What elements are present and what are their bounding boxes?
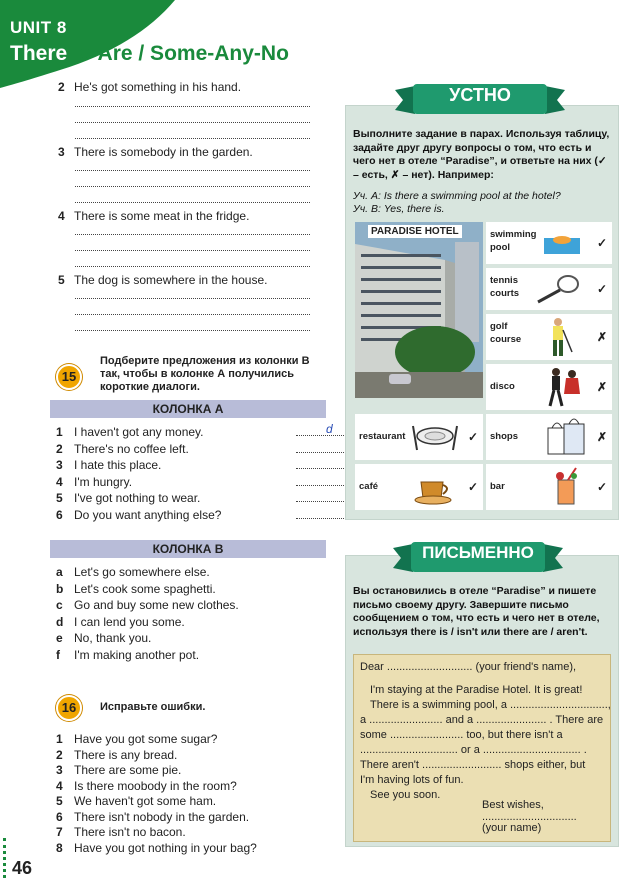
list-item: 2 There is any bread. [56, 747, 178, 762]
letter-line: I'm staying at the Paradise Hotel. It is great! [370, 684, 583, 696]
dancers-icon [544, 366, 584, 408]
facility-restaurant: restaurant ✓ [355, 414, 483, 460]
column-a-header: КОЛОНКА А [50, 400, 326, 418]
list-item: d I can lend you some. [56, 614, 185, 629]
list-item: b Let's cook some spaghetti. [56, 581, 216, 596]
page-number: 46 [12, 858, 33, 878]
facility-mark: ✗ [596, 430, 607, 444]
exercise-15-instruction: Подберите предложения из колонки В так, чтобы в колонке А получились короткие диалоги. [100, 355, 310, 393]
hotel-photo [355, 222, 483, 398]
exercise-item-3: 3 There is somebody in the garden. [58, 145, 253, 159]
list-item: 6 There isn't nobody in the garden. [56, 809, 250, 824]
list-item: 3 There are some pie. [56, 763, 182, 777]
list-item: 4 I'm hungry. [56, 474, 326, 491]
facility-mark: ✓ [467, 480, 478, 494]
exercise-item-4: 4 There is some meat in the fridge. [58, 209, 250, 223]
facility-mark: ✓ [596, 236, 607, 250]
answer-line[interactable] [75, 234, 310, 235]
facility-mark: ✓ [467, 430, 478, 444]
facility-mark: ✓ [596, 480, 607, 494]
oral-example-b: Уч. В: Yes, there is. [353, 203, 445, 215]
letter-card [353, 654, 611, 842]
golfer-icon [542, 316, 576, 358]
list-item: 8 Have you got nothing in your bag? [56, 840, 257, 855]
list-item: 1 Have you got some sugar? [56, 732, 218, 746]
answer-line[interactable] [75, 138, 310, 139]
letter-line[interactable]: There is a swimming pool, a ................................, [370, 699, 611, 711]
exercise-item-5: 5 The dog is somewhere in the house. [58, 273, 268, 287]
coffee-cup-icon [413, 470, 457, 506]
list-item: 3 I hate this place. [56, 457, 326, 474]
plate-icon [409, 422, 461, 454]
list-item: 5 We haven't got some ham. [56, 794, 217, 808]
list-item: f I'm making another pot. [56, 647, 200, 662]
letter-line[interactable]: ............................... [482, 811, 577, 823]
column-b-list [56, 564, 326, 663]
facility-disco: disco ✗ [486, 364, 612, 410]
letter-line: (your name) [482, 822, 542, 834]
facility-golf-course: golf course ✗ [486, 314, 612, 360]
swimming-pool-icon [542, 228, 582, 258]
answer-line[interactable] [75, 202, 310, 203]
facility-mark: ✓ [596, 282, 607, 296]
facility-tennis-courts: tennis courts ✓ [486, 268, 612, 310]
oral-example-a: Уч. А: Is there a swimming pool at the hotel? [353, 190, 561, 202]
oral-instruction: Выполните задание в парах. Используя таблицу, задайте друг другу вопросы о том, что есть и чего нет в отеле “Paradise”, и ответьте на них (✓ – есть, ✗ – нет). Например: [353, 128, 610, 181]
exercise-16-instruction: Исправьте ошибки. [100, 701, 206, 713]
column-b-header: КОЛОНКА В [50, 540, 326, 558]
facility-swimming-pool: swimming pool ✓ [486, 222, 612, 264]
letter-line[interactable]: a ........................ and a ....................... . There are [360, 714, 604, 726]
facility-mark: ✗ [596, 380, 607, 394]
unit-subtitle-grammar: Is-Are / Some-Any-No [73, 42, 289, 65]
cocktail-icon [548, 466, 584, 508]
answer-line[interactable] [75, 186, 310, 187]
page-margin-dots [3, 838, 10, 878]
letter-line: Best wishes, [482, 799, 544, 811]
facility-mark: ✗ [596, 330, 607, 344]
list-item: e No, thank you. [56, 631, 152, 645]
list-item: 5 I've got nothing to wear. [56, 490, 326, 507]
answer-line[interactable] [75, 250, 310, 251]
unit-title: UNIT 8 [10, 18, 67, 37]
facility-cafe: café ✓ [355, 464, 483, 510]
answer-line[interactable] [75, 266, 310, 267]
exercise-16-number: 16 [56, 695, 82, 721]
letter-line[interactable]: Dear ............................ (your friend's name), [360, 661, 577, 673]
written-banner: ПИСЬМЕННО [422, 543, 534, 562]
answer-line[interactable] [75, 170, 310, 171]
exercise-16-list [56, 732, 326, 856]
hotel-image [355, 222, 483, 398]
filled-answer: d [326, 422, 333, 436]
list-item: c Go and buy some new clothes. [56, 598, 239, 612]
oral-banner: УСТНО [449, 85, 511, 105]
letter-line: See you soon. [370, 789, 441, 801]
answer-line[interactable] [75, 330, 310, 331]
list-item: 4 Is there moobody in the room? [56, 778, 237, 793]
letter-line[interactable]: some ........................ too, but there isn't a [360, 729, 563, 741]
list-item: a Let's go somewhere else. [56, 565, 210, 579]
answer-line[interactable] [75, 314, 310, 315]
answer-line[interactable] [75, 298, 310, 299]
exercise-item-2: 2 He's got something in his hand. [58, 80, 242, 94]
answer-line[interactable] [75, 106, 310, 107]
answer-line[interactable] [75, 122, 310, 123]
tennis-racket-icon [534, 272, 584, 306]
hotel-label: PARADISE HOTEL [368, 225, 462, 238]
facility-shops: shops ✗ [486, 414, 612, 460]
letter-line: I'm having lots of fun. [360, 774, 464, 786]
letter-line[interactable]: ................................ or a ................................ . [360, 744, 587, 756]
column-a-list [56, 422, 333, 523]
letter-line[interactable]: There aren't .......................... shops either, but [360, 759, 586, 771]
shopping-bags-icon [544, 416, 588, 458]
unit-subtitle: There Is-Are / Some-Any-No [10, 42, 289, 65]
list-item: 1 I haven't got any money. d [56, 424, 326, 441]
exercise-15-number: 15 [56, 364, 82, 390]
list-item: 7 There isn't no bacon. [56, 825, 186, 839]
written-instruction: Вы остановились в отеле “Paradise” и пишете письмо своему другу. Завершите письмо сообщением о том, что есть и чего нет в отеле, используя there is / isn't или there are / aren't. [353, 585, 600, 638]
list-item: 6 Do you want anything else? [56, 507, 326, 524]
facility-bar: bar ✓ [486, 464, 612, 510]
list-item: 2 There's no coffee left. [56, 441, 326, 458]
